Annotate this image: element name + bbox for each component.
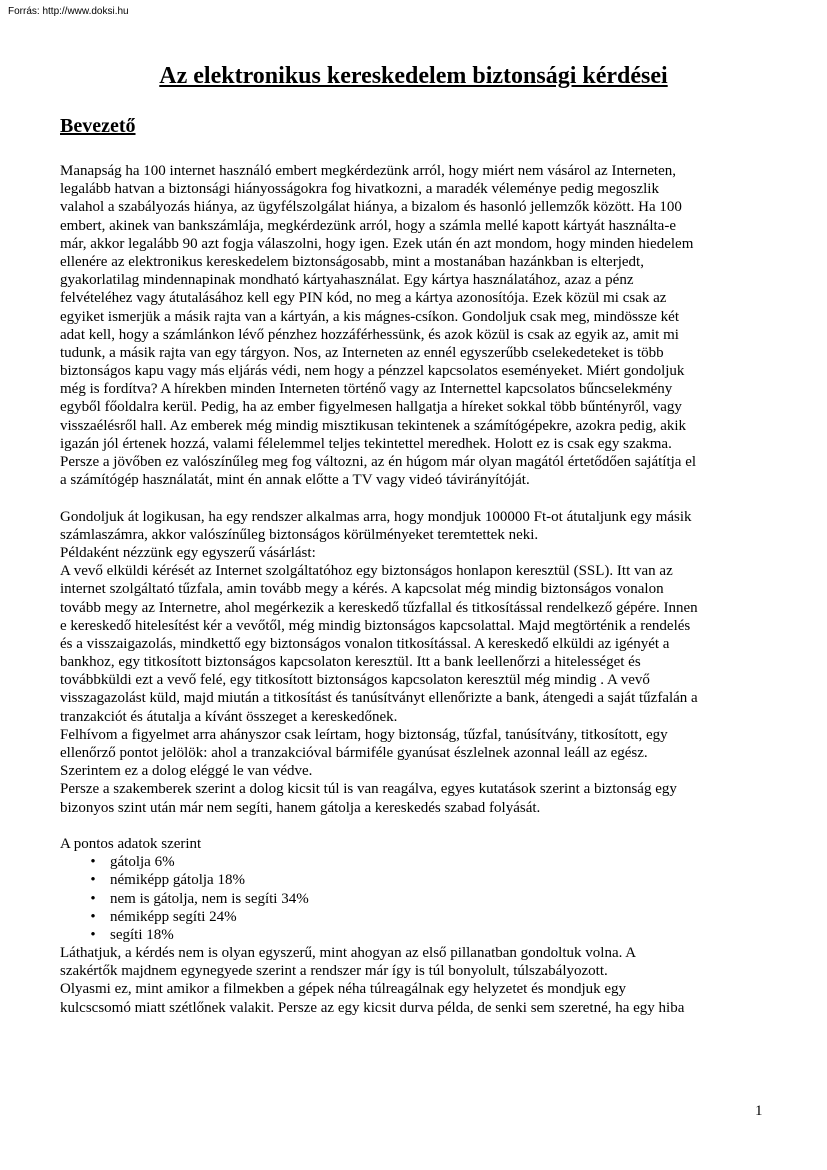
bullet-icon: • (90, 908, 96, 925)
text-line: még is fordítva? A hírekben minden Interneten történő vagy az Internettel kapcsolatos bűncselekmény (60, 381, 673, 398)
paragraph-gap (60, 489, 780, 507)
text-line: Persze a jövőben ez valószínűleg meg fog változni, az én húgom már olyan magától értetődően sajátítja el (60, 454, 697, 470)
paragraph-example (60, 508, 780, 817)
page-number: 1 (755, 1103, 763, 1119)
text-line: igazán jól értenek hozzá, valami félelemmel teljes tekintettel meredhek. Holott ez is csak egy szakma. (60, 435, 672, 452)
bullet-icon: • (90, 854, 96, 871)
text-line: gyakorlatilag mindennapinak mondható kártyahasználat. Egy kártya használatához, azaz a pénz (60, 272, 634, 289)
text-line: internet szolgáltató tűzfala, amin tovább megy a kérés. A kapcsolat még mindig biztonságos vonalon (60, 581, 664, 598)
data-intro: A pontos adatok szerint (60, 835, 202, 852)
text-line: e kereskedő hitelesítést kér a vevőtől, még mindig biztonságos kapcsolattal. Majd megtörténik a rendelés (60, 617, 691, 634)
text-line: Persze a szakemberek szerint a dolog kicsit túl is van reagálva, egyes kutatások szerint a biztonság egy (60, 781, 677, 798)
list-item-text: gátolja 6% (110, 854, 175, 871)
text-line: visszaélésről hall. Az emberek még mindig misztikusan tekintenek a számítógépekre, azokra pedig, akik (60, 417, 687, 434)
bullet-icon: • (90, 872, 96, 889)
list-item (60, 871, 780, 889)
text-line: tudunk, a másik rajta van egy tárgyon. Nos, az Interneten az ennél egyszerűbb cselekedeteket is több (60, 344, 664, 361)
text-line: legalább hatvan a biztonsági hiányosságokra fog hivatkozni, a maradék véleménye pedig megoszlik (60, 181, 659, 198)
text-line: bizonyos szint után már nem segíti, hanem gátolja a kereskedés szabad folyását. (60, 799, 541, 816)
document-body (60, 162, 780, 1017)
text-line: kulcscsomó miatt szétlőnek valakit. Persze az egy kicsit durva példa, de senki sem szeretné, ha egy hiba (60, 999, 685, 1016)
bullet-icon: • (90, 926, 96, 943)
document-title: Az elektronikus kereskedelem biztonsági kérdései (159, 63, 668, 89)
list-item-text: nem is gátolja, nem is segíti 34% (110, 890, 309, 907)
text-line: valahol a szabályozás hiánya, az ügyfélszolgálat hiánya, a bizalom és hasonló jellemzők között. Ha 100 (60, 199, 682, 216)
text-line: Manapság ha 100 internet használó embert megkérdezünk arról, hogy miért nem vásárol az Interneten, (60, 163, 677, 179)
list-item (60, 890, 780, 908)
text-line: Példaként nézzünk egy egyszerű vásárlást: (60, 544, 316, 561)
paragraph-conclusion (60, 944, 780, 1017)
list-item (60, 908, 780, 926)
text-line: Gondoljuk át logikusan, ha egy rendszer alkalmas arra, hogy mondjuk 100000 Ft-ot átutaljunk egy másik (60, 508, 692, 525)
paragraph-intro (60, 162, 780, 489)
survey-list (60, 853, 780, 944)
text-line: és a visszaigazolás, mindkettő egy biztonságos vonalon titkosítással. A kereskedő elküldi az igényét a (60, 635, 670, 652)
text-line: egyiket ismerjük a másik rajta van a kártyán, a kis mágnes-csíkon. Gondoljuk csak meg, mindössze két (60, 308, 680, 325)
text-line: bankhoz, egy titkosított biztonságos kapcsolaton keresztül. Itt a bank leellenőrzi a hitelességet és (60, 654, 641, 671)
text-line: ellenére az elektronikus kereskedelem biztonságosabb, mint a mostanában hazánkban is elterjedt, (60, 253, 644, 270)
text-line: egyből főoldalra kerül. Pedig, ha az ember figyelmesen hallgatja a híreket sokkal több bűntényről, vagy (60, 399, 682, 416)
text-line: Láthatjuk, a kérdés nem is olyan egyszerű, mint ahogyan az első pillanatban gondoltuk volna. A (60, 945, 637, 962)
text-line: adat kell, hogy a számlánkon lévő pénzhez hozzáférhessünk, és azok közül is csak az egyik az, amit mi (60, 326, 679, 343)
text-line: visszagazolást küld, majd miután a titkosítást és tanúsítványt ellenőrizte a bank, átengedi a saját tűzfalán a (60, 690, 698, 707)
text-line: a számítógép használatát, mint én annak előtte a TV vagy videó távirányítóját. (60, 472, 530, 489)
text-line: szakértők majdnem egynegyede szerint a rendszer már így is túl bonyolult, túlszabályozott. (60, 963, 608, 980)
list-item-text: némiképp gátolja 18% (110, 872, 245, 889)
list-item (60, 926, 780, 944)
text-line: ellenőrző pontot jelölök: ahol a tranzakcióval bármiféle gyanúsat észlelnek azonnal leáll az egész. (60, 745, 648, 761)
text-line: számlaszámra, akkor valószínűleg biztonságos körülményeket teremtettek neki. (60, 526, 539, 543)
text-line: Felhívom a figyelmet arra ahányszor csak leírtam, hogy biztonság, tűzfal, tanúsítvány, titkosított, egy (60, 726, 668, 743)
text-line: biztonságos kapu vagy más eljárás védi, nem hogy a pénzzel kapcsolatos eseményeket. Miért gondoljuk (60, 363, 685, 380)
paragraph-gap (60, 817, 780, 835)
list-item-text: segíti 18% (110, 926, 174, 943)
source-note: Forrás: http://www.doksi.hu (8, 6, 129, 17)
text-line: továbbküldi ezt a vevő felé, egy titkosított biztonságos kapcsolaton keresztül még mindig . A vevő (60, 672, 650, 689)
text-line: már, akkor legalább 90 azt fogja válaszolni, hogy igen. Ezek után én azt mondom, hogy minden hiedelem (60, 235, 694, 252)
text-line: Olyasmi ez, mint amikor a filmekben a gépek néha túlreagálnak egy helyzetet és mondjuk egy (60, 981, 627, 998)
text-line: tovább megy az Internetre, ahol megérkezik a kereskedő tűzfallal és titkosítással rendelkező gépére. Innen (60, 599, 698, 616)
list-item-text: némiképp segíti 24% (110, 908, 237, 925)
section-heading: Bevezető (60, 115, 136, 137)
text-line: Szerintem ez a dolog eléggé le van védve. (60, 763, 313, 780)
text-line: A vevő elküldi kérését az Internet szolgáltatóhoz egy biztonságos honlapon keresztül (SSL). Itt van az (60, 563, 673, 580)
text-line: embert, akinek van bankszámlája, megkérdezünk arról, hogy a számla mellé kapott kártyát használta-e (60, 217, 676, 234)
text-line: tranzakciót és átutalja a kívánt összeget a kereskedőnek. (60, 708, 398, 725)
text-line: felvételéhez vagy átutalásához kell egy PIN kód, no meg a kártya azonosítója. Ezek közül mi csak az (60, 290, 667, 307)
list-item (60, 853, 780, 871)
bullet-icon: • (90, 890, 96, 907)
